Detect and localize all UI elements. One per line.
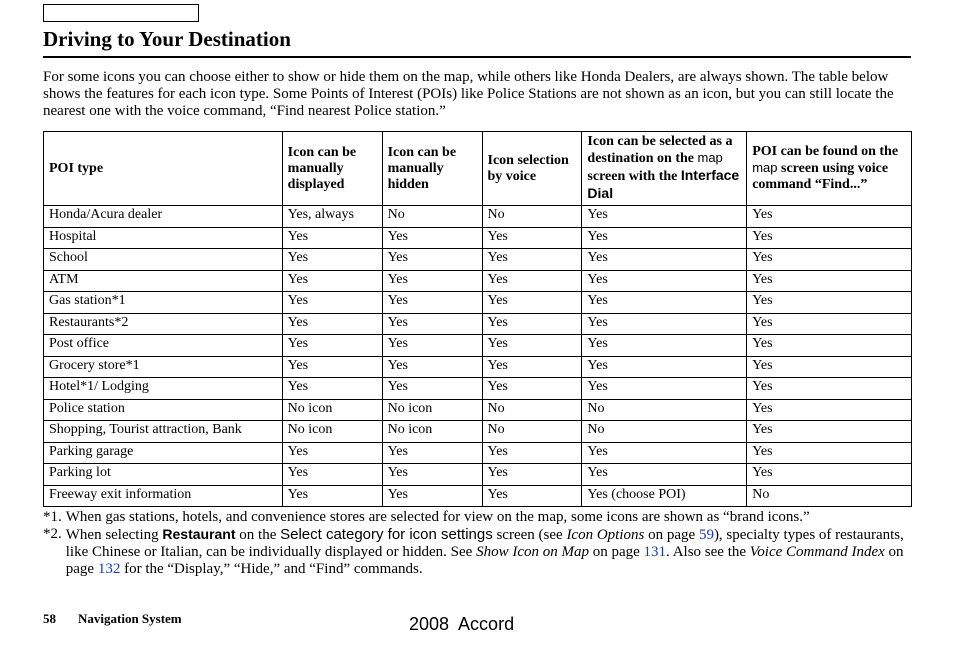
table-cell: Yes — [747, 292, 912, 314]
table-cell: Yes — [747, 206, 912, 228]
icon-options-ref: Icon Options — [566, 527, 645, 543]
screen-name-label: Select category for icon settings — [280, 526, 493, 543]
table-cell: Yes — [282, 249, 382, 271]
header-destination-text-a: Icon can be selected as a destination on the — [587, 134, 733, 166]
footnote-2-part: screen (see — [496, 527, 563, 543]
table-cell: Yes — [582, 249, 747, 271]
table-cell: Yes — [382, 313, 482, 335]
page-131-link[interactable]: 131 — [643, 544, 667, 560]
table-row — [44, 464, 912, 486]
table-cell: No icon — [382, 399, 482, 421]
footnote-2-text — [66, 526, 911, 578]
table-cell: Post office — [44, 335, 283, 357]
table-cell: Yes — [482, 485, 582, 507]
table-cell: Yes — [582, 313, 747, 335]
table-cell: Yes — [282, 378, 382, 400]
table-cell: No icon — [382, 421, 482, 443]
header-destination — [582, 132, 747, 206]
table-cell: Yes — [282, 485, 382, 507]
table-cell: No — [582, 399, 747, 421]
footnote-1-marker: *1. — [43, 509, 62, 525]
table-cell: Yes — [282, 292, 382, 314]
table-cell: Yes — [282, 335, 382, 357]
table-cell: Parking lot — [44, 464, 283, 486]
table-cell: Yes — [282, 464, 382, 486]
table-cell: Yes — [482, 335, 582, 357]
table-cell: Yes — [747, 313, 912, 335]
table-cell: Yes — [382, 464, 482, 486]
table-cell: Yes — [482, 249, 582, 271]
table-cell: Yes — [747, 249, 912, 271]
table-cell: Yes — [747, 421, 912, 443]
table-row — [44, 292, 912, 314]
table-cell: Yes — [482, 227, 582, 249]
table-cell: Yes — [382, 227, 482, 249]
table-cell: Yes — [382, 356, 482, 378]
table-cell: Yes — [282, 270, 382, 292]
table-cell: Yes — [382, 249, 482, 271]
footnote-2-marker: *2. — [43, 526, 62, 542]
table-cell: No — [482, 206, 582, 228]
table-cell: Yes — [582, 206, 747, 228]
table-row — [44, 313, 912, 335]
title-rule — [43, 56, 911, 58]
table-cell: No — [482, 421, 582, 443]
header-tab-box — [43, 4, 199, 22]
header-destination-map: map — [697, 150, 723, 165]
header-poi-type: POI type — [44, 132, 283, 206]
table-row — [44, 270, 912, 292]
table-row — [44, 335, 912, 357]
table-row — [44, 485, 912, 507]
table-cell: Freeway exit information — [44, 485, 283, 507]
table-cell: ATM — [44, 270, 283, 292]
table-cell: Yes — [282, 356, 382, 378]
table-cell: Honda/Acura dealer — [44, 206, 283, 228]
table-cell: Yes — [747, 399, 912, 421]
table-cell: Yes, always — [282, 206, 382, 228]
header-voice-find — [747, 132, 912, 206]
voice-index-ref: Voice Command Index — [749, 544, 885, 560]
intro-paragraph: For some icons you can choose either to show or hide them on the map, while others like Honda Dealers, are always shown. The table below shows the features for each icon type. Some Points of Interest (POIs) like Police Stations are not shown as an icon, but you can still locate the nearest one with the voice command, “Find nearest Police station.” — [43, 69, 894, 119]
table-cell: Restaurants*2 — [44, 313, 283, 335]
table-row — [44, 206, 912, 228]
table-row — [44, 249, 912, 271]
table-cell: Yes — [582, 442, 747, 464]
header-voice-select: Icon selection by voice — [482, 132, 582, 206]
table-row — [44, 378, 912, 400]
table-cell: No — [382, 206, 482, 228]
table-cell: Yes — [747, 335, 912, 357]
table-cell: Yes — [382, 485, 482, 507]
table-cell: Yes — [582, 378, 747, 400]
table-cell: Yes — [747, 442, 912, 464]
table-cell: Yes — [582, 464, 747, 486]
page-132-link[interactable]: 132 — [97, 561, 121, 577]
poi-table — [43, 131, 912, 507]
vehicle-model: 2008 Accord — [409, 614, 515, 634]
table-header-row — [44, 132, 912, 206]
page-number: 58 — [43, 611, 56, 626]
table-cell: No icon — [282, 399, 382, 421]
page-59-link[interactable]: 59 — [698, 527, 714, 543]
footnote-2-part: on page — [592, 544, 640, 560]
table-cell: Yes — [482, 442, 582, 464]
footnote-2-part: for the “Display,” “Hide,” and “Find” commands. — [124, 561, 423, 577]
footnote-1-text: When gas stations, hotels, and convenience stores are selected for view on the map, some icons are shown as “brand icons.” — [65, 509, 810, 525]
table-cell: Police station — [44, 399, 283, 421]
table-cell: Yes — [747, 378, 912, 400]
footnote-2-part: on the — [239, 527, 277, 543]
table-cell: Yes — [582, 270, 747, 292]
table-cell: Yes — [582, 335, 747, 357]
header-find-text-b: screen using voice command “Find...” — [752, 161, 889, 192]
table-row — [44, 421, 912, 443]
table-row — [44, 399, 912, 421]
table-cell: Yes — [282, 442, 382, 464]
table-cell: Yes — [747, 227, 912, 249]
header-find-map: map — [752, 160, 778, 175]
footnotes — [43, 509, 911, 578]
footnote-2-part: on page — [65, 544, 904, 577]
table-cell: Yes — [482, 270, 582, 292]
table-cell: School — [44, 249, 283, 271]
table-cell: Yes — [747, 356, 912, 378]
section-name: Navigation System — [78, 611, 182, 626]
table-row — [44, 442, 912, 464]
table-row — [44, 227, 912, 249]
footnote-1 — [43, 509, 911, 526]
table-cell: Grocery store*1 — [44, 356, 283, 378]
footnote-2 — [43, 526, 911, 578]
header-find-text-a: POI can be found on the — [752, 144, 899, 159]
table-cell: Yes — [747, 270, 912, 292]
table-cell: No — [582, 421, 747, 443]
table-cell: Yes — [482, 378, 582, 400]
header-destination-text-b: screen with the — [587, 169, 678, 184]
table-cell: Yes — [382, 270, 482, 292]
table-cell: Yes — [282, 313, 382, 335]
page-title: Driving to Your Destination — [43, 27, 291, 51]
table-cell: Yes — [582, 356, 747, 378]
table-cell: Yes — [482, 313, 582, 335]
header-manual-display: Icon can be manually displayed — [282, 132, 382, 206]
footnote-2-part: ), specialty types of restaurants, like Chinese or Italian, can be individually displayed or hidden. See — [65, 527, 904, 560]
table-cell: Yes — [482, 292, 582, 314]
table-cell: Parking garage — [44, 442, 283, 464]
table-cell: Yes — [747, 464, 912, 486]
table-cell: Hospital — [44, 227, 283, 249]
table-cell: Yes — [382, 442, 482, 464]
header-destination-dial: Interface Dial — [587, 167, 740, 201]
restaurant-label: Restaurant — [162, 526, 236, 542]
table-cell: Yes — [382, 378, 482, 400]
table-cell: Hotel*1/ Lodging — [44, 378, 283, 400]
show-icon-ref: Show Icon on Map — [476, 544, 589, 560]
table-row — [44, 356, 912, 378]
table-cell: Yes — [582, 292, 747, 314]
footnote-2-part: . Also see the — [666, 544, 747, 560]
table-cell: No — [747, 485, 912, 507]
table-cell: No — [482, 399, 582, 421]
table-cell: Yes — [382, 292, 482, 314]
header-manual-hide: Icon can be manually hidden — [382, 132, 482, 206]
table-cell: Yes (choose POI) — [582, 485, 747, 507]
table-cell: Yes — [382, 335, 482, 357]
table-cell: Yes — [282, 227, 382, 249]
footnote-2-part: When selecting — [65, 527, 159, 543]
table-cell: Gas station*1 — [44, 292, 283, 314]
table-cell: Yes — [482, 356, 582, 378]
table-cell: Yes — [482, 464, 582, 486]
table-cell: Shopping, Tourist attraction, Bank — [44, 421, 283, 443]
footnote-2-part: on page — [648, 527, 696, 543]
table-cell: Yes — [582, 227, 747, 249]
table-cell: No icon — [282, 421, 382, 443]
